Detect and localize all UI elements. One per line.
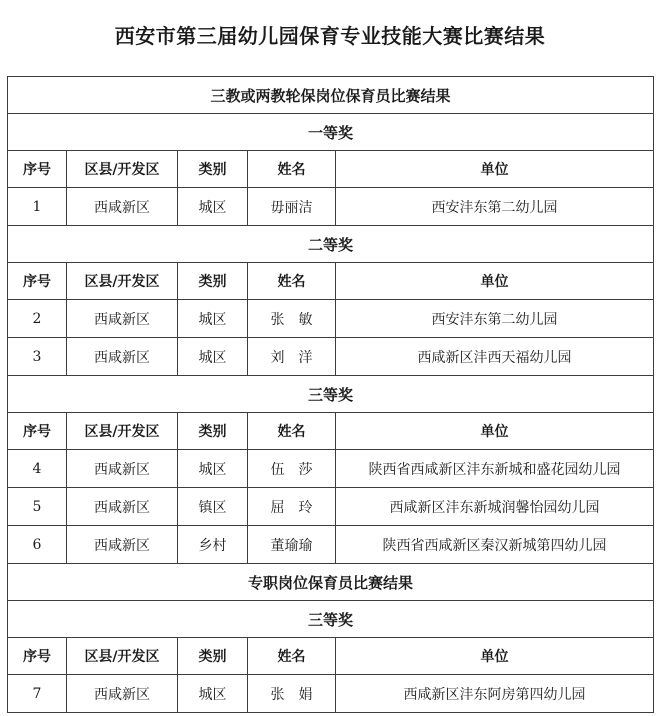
col-unit: 西咸新区沣东阿房第四幼儿园 xyxy=(336,675,654,713)
column-header-unit: 单位 xyxy=(336,263,654,300)
col-district: 西咸新区 xyxy=(67,338,178,376)
column-header-no: 序号 xyxy=(8,263,67,300)
col-name: 张 娟 xyxy=(248,675,336,713)
col-unit: 陕西省西咸新区沣东新城和盛花园幼儿园 xyxy=(336,450,654,488)
col-district: 西咸新区 xyxy=(67,450,178,488)
col-name: 伍 莎 xyxy=(248,450,336,488)
table-row xyxy=(8,488,654,526)
award-level: 三等奖 xyxy=(8,376,654,413)
table-row xyxy=(8,188,654,226)
award-level-row xyxy=(8,226,654,263)
col-name: 刘 洋 xyxy=(248,338,336,376)
column-header-category: 类别 xyxy=(178,413,248,450)
col-district: 西咸新区 xyxy=(67,300,178,338)
column-header-row xyxy=(8,413,654,450)
column-header-name: 姓名 xyxy=(248,151,336,188)
col-no: 1 xyxy=(8,188,67,226)
col-unit: 西安沣东第二幼儿园 xyxy=(336,188,654,226)
col-district: 西咸新区 xyxy=(67,488,178,526)
award-level: 三等奖 xyxy=(8,601,654,638)
table-row xyxy=(8,675,654,713)
col-unit: 陕西省西咸新区秦汉新城第四幼儿园 xyxy=(336,526,654,564)
col-category: 城区 xyxy=(178,188,248,226)
section-heading: 专职岗位保育员比赛结果 xyxy=(8,564,654,601)
award-level-row xyxy=(8,114,654,151)
column-header-row xyxy=(8,151,654,188)
results-table xyxy=(7,76,654,713)
col-district: 西咸新区 xyxy=(67,675,178,713)
column-header-category: 类别 xyxy=(178,263,248,300)
table-row xyxy=(8,526,654,564)
column-header-name: 姓名 xyxy=(248,263,336,300)
award-level: 二等奖 xyxy=(8,226,654,263)
col-category: 乡村 xyxy=(178,526,248,564)
award-level: 一等奖 xyxy=(8,114,654,151)
section-heading: 三教或两教轮保岗位保育员比赛结果 xyxy=(8,77,654,114)
col-unit: 西咸新区沣东新城润馨怡园幼儿园 xyxy=(336,488,654,526)
col-unit: 西安沣东第二幼儿园 xyxy=(336,300,654,338)
col-name: 张 敏 xyxy=(248,300,336,338)
col-no: 3 xyxy=(8,338,67,376)
column-header-unit: 单位 xyxy=(336,413,654,450)
section-heading-row xyxy=(8,77,654,114)
col-no: 7 xyxy=(8,675,67,713)
column-header-district: 区县/开发区 xyxy=(67,638,178,675)
section-heading-row xyxy=(8,564,654,601)
column-header-row xyxy=(8,263,654,300)
column-header-district: 区县/开发区 xyxy=(67,151,178,188)
col-name: 毋丽洁 xyxy=(248,188,336,226)
column-header-row xyxy=(8,638,654,675)
col-category: 城区 xyxy=(178,300,248,338)
col-category: 镇区 xyxy=(178,488,248,526)
page-title: 西安市第三届幼儿园保育专业技能大赛比赛结果 xyxy=(114,24,546,48)
column-header-category: 类别 xyxy=(178,638,248,675)
column-header-name: 姓名 xyxy=(248,413,336,450)
award-level-row xyxy=(8,601,654,638)
column-header-no: 序号 xyxy=(8,413,67,450)
col-no: 2 xyxy=(8,300,67,338)
col-no: 5 xyxy=(8,488,67,526)
award-level-row xyxy=(8,376,654,413)
col-district: 西咸新区 xyxy=(67,526,178,564)
column-header-unit: 单位 xyxy=(336,151,654,188)
column-header-unit: 单位 xyxy=(336,638,654,675)
column-header-no: 序号 xyxy=(8,638,67,675)
col-category: 城区 xyxy=(178,338,248,376)
column-header-name: 姓名 xyxy=(248,638,336,675)
col-category: 城区 xyxy=(178,450,248,488)
col-unit: 西咸新区沣西天福幼儿园 xyxy=(336,338,654,376)
column-header-district: 区县/开发区 xyxy=(67,263,178,300)
col-category: 城区 xyxy=(178,675,248,713)
col-district: 西咸新区 xyxy=(67,188,178,226)
col-name: 董瑜瑜 xyxy=(248,526,336,564)
column-header-district: 区县/开发区 xyxy=(67,413,178,450)
table-row xyxy=(8,450,654,488)
col-no: 6 xyxy=(8,526,67,564)
column-header-category: 类别 xyxy=(178,151,248,188)
column-header-no: 序号 xyxy=(8,151,67,188)
col-no: 4 xyxy=(8,450,67,488)
col-name: 屈 玲 xyxy=(248,488,336,526)
table-row xyxy=(8,338,654,376)
table-row xyxy=(8,300,654,338)
